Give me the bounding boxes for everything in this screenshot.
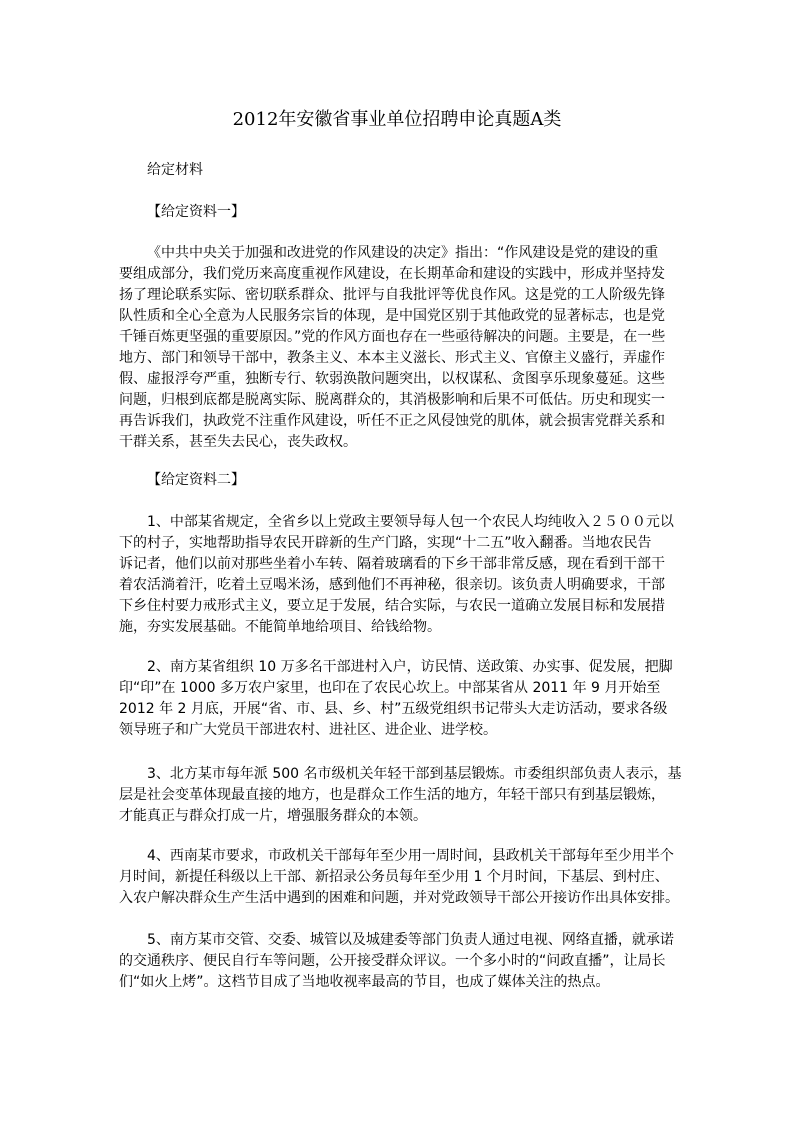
material2-heading (119, 470, 699, 491)
document-title: 2012年安徽省事业单位招聘申论真题A类 (232, 109, 562, 130)
paragraph-line: 2、南方某省组织 10 万多名干部进村入户，访民情、送政策、办实事、促发展，把脚 (147, 659, 673, 675)
material2-item-1 (119, 512, 699, 638)
material2-item-3 (119, 764, 699, 827)
paragraph-line: 再告诉我们，执政党不注重作风建设，听任不正之风侵蚀党的肌体，就会损害党群关系和 (119, 413, 665, 429)
material2-item-5 (119, 930, 699, 993)
section-label-text: 给定材料 (147, 162, 203, 178)
paragraph-line: 下乡住村要力戒形式主义，要立足于发展，结合实际，与农民一道确立发展目标和发展措 (119, 598, 665, 614)
paragraph-line: 月时间，新提任科级以上干部、新招录公务员每年至少用 1 个月时间，下基层、到村庄、 (119, 869, 669, 885)
paragraph-line: 千锤百炼更坚强的重要原因。”党的作风方面也存在一些亟待解决的问题。主要是，在一些 (119, 329, 666, 345)
paragraph-line: 层是社会变革体现最直接的地方，也是群众工作生活的地方，年轻干部只有到基层锻炼， (119, 787, 665, 803)
paragraph-line: 领导班子和广大党员干部进农村、进社区、进企业、进学校。 (119, 722, 497, 738)
paragraph-line: 1、中部某省规定，全省乡以上党政主要领导每人包一个农民人均纯收入２５００元以 (147, 514, 674, 530)
section-label (119, 160, 699, 181)
paragraph-line: 问题，归根到底都是脱离实际、脱离群众的，其消极影响和后果不可低估。历史和现实一 (119, 392, 665, 408)
paragraph-line: 地方、部门和领导干部中，教条主义、本本主义滋长、形式主义、官僚主义盛行，弄虚作 (119, 350, 665, 366)
material1-paragraph (119, 243, 699, 453)
paragraph-line: 诉记者，他们以前对那些坐着小车转、隔着玻璃看的下乡干部非常反感，现在看到干部干 (119, 556, 665, 572)
paragraph-line: 们“如火上烤”。这档节目成了当地收视率最高的节目，也成了媒体关注的热点。 (119, 974, 610, 990)
paragraph-line: 4、西南某市要求，市政机关干部每年至少用一周时间，县政机关干部每年至少用半个 (147, 848, 674, 864)
material2-item-2 (119, 657, 699, 741)
material1-heading (119, 202, 699, 223)
paragraph-line: 2012 年 2 月底，开展“省、市、县、乡、村”五级党组织书记带头大走访活动，要求各级 (119, 701, 668, 717)
paragraph-line: 队性质和全心全意为人民服务宗旨的体现，是中国党区别于其他政党的显著标志，也是党 (119, 308, 665, 324)
material2-item-4 (119, 846, 699, 909)
paragraph-line: 要组成部分，我们党历来高度重视作风建设，在长期革命和建设的实践中，形成并坚持发 (119, 266, 665, 282)
paragraph-line: 下的村子，实地帮助指导农民开辟新的生产门路，实现“十二五”收入翻番。当地农民告 (119, 535, 652, 551)
paragraph-line: 干群关系，甚至失去民心，丧失政权。 (119, 434, 357, 450)
paragraph-line: 5、南方某市交管、交委、城管以及城建委等部门负责人通过电视、网络直播，就承诺 (147, 932, 674, 948)
paragraph-line: 入农户解决群众生产生活中遇到的困难和问题，并对党政领导干部公开接访作出具体安排。 (119, 890, 679, 906)
material1-heading-text: 【给定资料一】 (147, 204, 245, 220)
paragraph-line: 扬了理论联系实际、密切联系群众、批评与自我批评等优良作风。这是党的工人阶级先锋 (119, 287, 665, 303)
paragraph-line: 着农活淌着汗，吃着土豆喝米汤，感到他们不再神秘，很亲切。该负责人明确要求，干部 (119, 577, 665, 593)
paragraph-line: 《中共中央关于加强和改进党的作风建设的决定》指出：“作风建设是党的建设的重 (147, 245, 659, 261)
paragraph-line: 才能真正与群众打成一片，增强服务群众的本领。 (119, 808, 427, 824)
material2-heading-text: 【给定资料二】 (147, 472, 245, 488)
paragraph-line: 施，夯实发展基础。不能简单地给项目、给钱给物。 (119, 619, 441, 635)
paragraph-line: 3、北方某市每年派 500 名市级机关年轻干部到基层锻炼。市委组织部负责人表示，基 (147, 766, 682, 782)
paragraph-line: 的交通秩序、便民自行车等问题，公开接受群众评议。一个多小时的“问政直播”，让局长 (119, 953, 666, 969)
paragraph-line: 假、虚报浮夸严重，独断专行、软弱涣散问题突出，以权谋私、贪图享乐现象蔓延。这些 (119, 371, 665, 387)
paragraph-line: 印“印”在 1000 多万农户家里，也印在了农民心坎上。中部某省从 2011 年 9 月开始至 (119, 680, 661, 696)
